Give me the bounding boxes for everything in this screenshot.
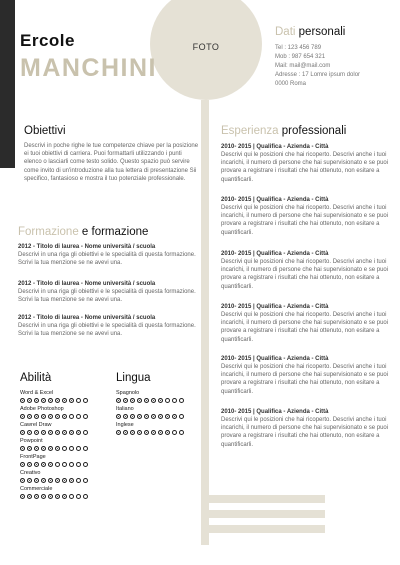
education-item	[18, 243, 198, 267]
rating-dot-icon	[179, 414, 184, 419]
skill-rating	[20, 477, 88, 484]
rating-dot-icon	[20, 494, 25, 499]
objectives-text: Descrivi in poche righe le tue competenze chiave per la posizione ei tuoi obiettivi di carriera. Puoi formattarli utilizzando i punti elenco o lasciarli come testo solido. Questo spazio può servire come invito di un'introduzione alla tua lettera di presentazione Sii specifico, fantasioso e mostra il tuo potenziale professionale.	[24, 143, 199, 182]
objectives-title: Obiettivi	[24, 125, 66, 137]
experience-text: Descrivi qui le posizioni che hai ricoperto. Descrivi anche i tuoi incarichi, il numero di persone che hai supervisionato e se puoi provare a registrare i risultati che hai ottenuto, non esitare a quantificarli.	[221, 417, 389, 448]
rating-dot-icon	[62, 446, 67, 451]
experience-item	[221, 250, 391, 291]
rating-dot-icon	[34, 414, 39, 419]
rating-dot-icon	[69, 430, 74, 435]
rating-dot-icon	[48, 478, 53, 483]
skill-label: Word & Excel	[20, 390, 54, 396]
experience-title	[221, 125, 346, 137]
rating-dot-icon	[151, 398, 156, 403]
rating-dot-icon	[48, 446, 53, 451]
rating-dot-icon	[48, 398, 53, 403]
personal-data-title-accent: Dati	[275, 26, 296, 38]
rating-dot-icon	[62, 478, 67, 483]
rating-dot-icon	[55, 414, 60, 419]
rating-dot-icon	[76, 462, 81, 467]
rating-dot-icon	[41, 430, 46, 435]
rating-dot-icon	[123, 414, 128, 419]
rating-dot-icon	[137, 430, 142, 435]
skill-label: Adobe Photoshop	[20, 406, 64, 412]
rating-dot-icon	[69, 478, 74, 483]
decorative-stem	[201, 100, 209, 545]
experience-item	[221, 408, 391, 449]
skill-label: Powpoint	[20, 438, 43, 444]
rating-dot-icon	[83, 414, 88, 419]
rating-dot-icon	[130, 430, 135, 435]
skills-title: Abilità	[20, 372, 52, 384]
rating-dot-icon	[76, 430, 81, 435]
skill-label: Commerciale	[20, 486, 53, 492]
rating-dot-icon	[83, 494, 88, 499]
rating-dot-icon	[144, 398, 149, 403]
rating-dot-icon	[27, 430, 32, 435]
rating-dot-icon	[69, 462, 74, 467]
rating-dot-icon	[76, 494, 81, 499]
rating-dot-icon	[158, 430, 163, 435]
rating-dot-icon	[83, 398, 88, 403]
rating-dot-icon	[34, 446, 39, 451]
rating-dot-icon	[41, 478, 46, 483]
education-text: Descrivi in una riga gli obiettivi e le specialità di questa formazione. Scrivi la tua menzione se ne avevi una.	[18, 289, 196, 304]
rating-dot-icon	[123, 398, 128, 403]
contact-line: Adresse : 17 Lomre ipsum dolor	[275, 72, 361, 78]
rating-dot-icon	[151, 430, 156, 435]
rating-dot-icon	[158, 398, 163, 403]
education-item	[18, 314, 198, 338]
rating-dot-icon	[144, 430, 149, 435]
experience-text: Descrivi qui le posizioni che hai ricoperto. Descrivi anche i tuoi incarichi, il numero di persone che hai supervisionato e se puoi provare a registrare i risultati che hai ottenuto, non esitare a quantificarli.	[221, 205, 389, 236]
rating-dot-icon	[69, 398, 74, 403]
skill-rating	[20, 461, 88, 468]
rating-dot-icon	[62, 462, 67, 467]
experience-heading: 2010- 2015 | Qualifica - Azienda - Città	[221, 409, 329, 415]
rating-dot-icon	[55, 446, 60, 451]
language-rating	[116, 413, 184, 420]
left-dark-band	[0, 0, 15, 168]
rating-dot-icon	[69, 414, 74, 419]
rating-dot-icon	[172, 414, 177, 419]
rating-dot-icon	[34, 462, 39, 467]
contact-info	[275, 44, 360, 89]
rating-dot-icon	[55, 398, 60, 403]
rating-dot-icon	[20, 478, 25, 483]
experience-heading: 2010- 2015 | Qualifica - Azienda - Città	[221, 304, 329, 310]
rating-dot-icon	[55, 478, 60, 483]
skill-label: Cawrel Draw	[20, 422, 52, 428]
language-label: Italiano	[116, 406, 134, 412]
rating-dot-icon	[20, 430, 25, 435]
education-title-accent: Formazione	[18, 226, 79, 238]
personal-data-title-rest: personali	[298, 26, 346, 38]
rating-dot-icon	[34, 478, 39, 483]
rating-dot-icon	[34, 430, 39, 435]
language-rating	[116, 429, 184, 436]
last-name: MANCHINI	[20, 54, 157, 82]
rating-dot-icon	[62, 494, 67, 499]
education-item	[18, 280, 198, 304]
rating-dot-icon	[137, 414, 142, 419]
experience-text: Descrivi qui le posizioni che hai ricoperto. Descrivi anche i tuoi incarichi, il numero di persone che hai supervisionato e se puoi provare a registrare i risultati che hai ottenuto, non esitare a quantificarli.	[221, 259, 389, 290]
experience-item	[221, 355, 391, 396]
first-name: Ercole	[20, 31, 75, 50]
rating-dot-icon	[41, 446, 46, 451]
experience-title-accent: Esperienza	[221, 125, 279, 137]
experience-title-rest: professionali	[281, 125, 347, 137]
rating-dot-icon	[179, 430, 184, 435]
language-label: Inglese	[116, 422, 134, 428]
contact-line: Tel : 123 456 789	[275, 45, 322, 51]
rating-dot-icon	[48, 414, 53, 419]
rating-dot-icon	[27, 398, 32, 403]
contact-line: 0000 Roma	[275, 81, 307, 87]
rating-dot-icon	[76, 446, 81, 451]
experience-text: Descrivi qui le posizioni che hai ricoperto. Descrivi anche i tuoi incarichi, il numero di persone che hai supervisionato e se puoi provare a registrare i risultati che hai ottenuto, non esitare a quantificarli.	[221, 364, 389, 395]
rating-dot-icon	[165, 398, 170, 403]
rating-dot-icon	[20, 462, 25, 467]
rating-dot-icon	[27, 494, 32, 499]
rating-dot-icon	[48, 494, 53, 499]
rating-dot-icon	[130, 414, 135, 419]
education-heading: 2012 - Titolo di laurea - Nome università / scuola	[18, 315, 156, 321]
rating-dot-icon	[62, 430, 67, 435]
language-label: Spagnolo	[116, 390, 140, 396]
rating-dot-icon	[83, 478, 88, 483]
rating-dot-icon	[165, 430, 170, 435]
languages-list	[116, 390, 184, 438]
education-title	[18, 226, 148, 238]
rating-dot-icon	[55, 430, 60, 435]
rating-dot-icon	[41, 462, 46, 467]
rating-dot-icon	[20, 398, 25, 403]
rating-dot-icon	[172, 430, 177, 435]
rating-dot-icon	[116, 398, 121, 403]
experience-heading: 2010- 2015 | Qualifica - Azienda - Città	[221, 251, 329, 257]
experience-text: Descrivi qui le posizioni che hai ricoperto. Descrivi anche i tuoi incarichi, il numero di persone che hai supervisionato e se puoi provare a registrare i risultati che hai ottenuto, non esitare a quantificarli.	[221, 152, 389, 183]
skill-rating	[20, 397, 88, 404]
skill-label: FrontPage	[20, 454, 46, 460]
education-heading: 2012 - Titolo di laurea - Nome università / scuola	[18, 281, 156, 287]
rating-dot-icon	[83, 462, 88, 467]
rating-dot-icon	[165, 414, 170, 419]
rating-dot-icon	[62, 414, 67, 419]
rating-dot-icon	[144, 414, 149, 419]
rating-dot-icon	[34, 494, 39, 499]
rating-dot-icon	[76, 478, 81, 483]
rating-dot-icon	[20, 414, 25, 419]
rating-dot-icon	[158, 414, 163, 419]
education-text: Descrivi in una riga gli obiettivi e le specialità di questa formazione. Scrivi la tua menzione se ne avevi una.	[18, 323, 196, 338]
rating-dot-icon	[83, 430, 88, 435]
rating-dot-icon	[130, 398, 135, 403]
rating-dot-icon	[137, 398, 142, 403]
experience-heading: 2010- 2015 | Qualifica - Azienda - Città	[221, 144, 329, 150]
rating-dot-icon	[48, 430, 53, 435]
contact-line: Mail: mail@mail.com	[275, 63, 331, 69]
skill-rating	[20, 429, 88, 436]
rating-dot-icon	[41, 494, 46, 499]
rating-dot-icon	[62, 398, 67, 403]
rating-dot-icon	[20, 446, 25, 451]
rating-dot-icon	[83, 446, 88, 451]
rating-dot-icon	[116, 430, 121, 435]
skill-label: Creativo	[20, 470, 41, 476]
rating-dot-icon	[55, 462, 60, 467]
rating-dot-icon	[48, 462, 53, 467]
experience-text: Descrivi qui le posizioni che hai ricoperto. Descrivi anche i tuoi incarichi, il numero di persone che hai supervisionato e se puoi provare a registrare i risultati che hai ottenuto, non esitare a quantificarli.	[221, 312, 389, 343]
skill-rating	[20, 413, 88, 420]
rating-dot-icon	[179, 398, 184, 403]
education-text: Descrivi in una riga gli obiettivi e le specialità di questa formazione. Scrivi la tua menzione se ne avevi una.	[18, 252, 196, 267]
decorative-bar	[209, 525, 325, 533]
skills-list	[20, 390, 88, 502]
contact-line: Mob : 987 654 321	[275, 54, 326, 60]
languages-title: Lingua	[116, 372, 151, 384]
rating-dot-icon	[151, 414, 156, 419]
rating-dot-icon	[41, 414, 46, 419]
skill-rating	[20, 445, 88, 452]
rating-dot-icon	[69, 494, 74, 499]
education-heading: 2012 - Titolo di laurea - Nome università / scuola	[18, 244, 156, 250]
language-rating	[116, 397, 184, 404]
rating-dot-icon	[34, 398, 39, 403]
rating-dot-icon	[123, 430, 128, 435]
decorative-bar	[209, 495, 325, 503]
rating-dot-icon	[76, 398, 81, 403]
experience-heading: 2010- 2015 | Qualifica - Azienda - Città	[221, 197, 329, 203]
decorative-bar	[209, 510, 325, 518]
education-title-rest: e formazione	[81, 226, 149, 238]
rating-dot-icon	[27, 478, 32, 483]
rating-dot-icon	[41, 398, 46, 403]
experience-heading: 2010- 2015 | Qualifica - Azienda - Città	[221, 356, 329, 362]
rating-dot-icon	[27, 446, 32, 451]
rating-dot-icon	[55, 494, 60, 499]
rating-dot-icon	[76, 414, 81, 419]
rating-dot-icon	[172, 398, 177, 403]
personal-data-title	[275, 26, 345, 38]
rating-dot-icon	[27, 414, 32, 419]
experience-item	[221, 303, 391, 344]
rating-dot-icon	[27, 462, 32, 467]
experience-item	[221, 143, 391, 184]
rating-dot-icon	[69, 446, 74, 451]
experience-item	[221, 196, 391, 237]
rating-dot-icon	[116, 414, 121, 419]
skill-rating	[20, 493, 88, 500]
photo-label: FOTO	[192, 42, 220, 52]
